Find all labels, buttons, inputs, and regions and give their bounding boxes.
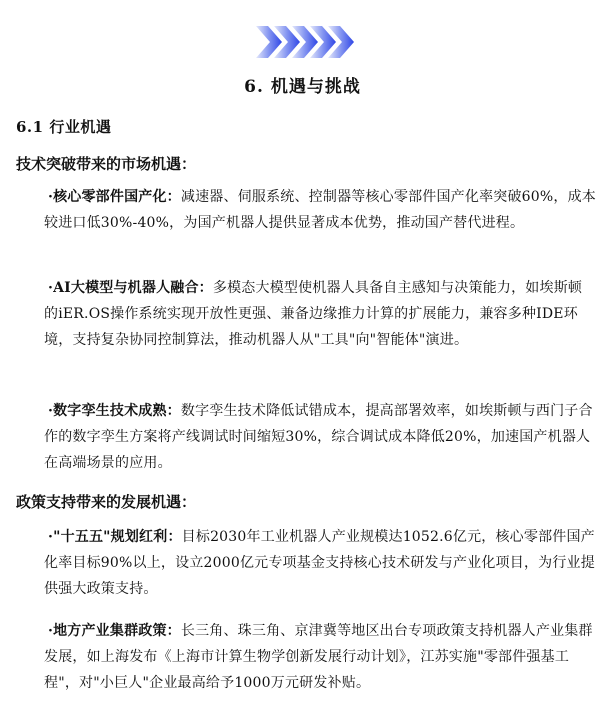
bullet-text: 多模态大模型使机器人具备自主感知与决策能力，如埃斯顿的iER.OS操作系统实现开放性更强、兼备边缘推力计算的扩展能力，兼容多种IDE环境，支持复杂协同控制算法，推动机器人从"工具"向"智能体"演进。 [44,280,583,348]
bullet-term: ·地方产业集群政策： [48,623,181,639]
section-title: 6. 机遇与挑战 [244,77,361,97]
bullet-term: ·AI大模型与机器人融合： [48,280,213,296]
bullet-text: 目标2030年工业机器人产业规模达1052.6亿元，核心零部件国产化率目标90%以上，设立2000亿元专项基金支持核心技术研发与产业化项目，为行业提供强大政策支持。 [44,529,595,597]
group-heading-policy: 政策支持带来的发展机遇： [16,493,197,511]
bullet-term: ·数字孪生技术成熟： [48,403,181,419]
group-heading-tech: 技术突破带来的市场机遇： [16,155,197,173]
bullet-term: ·核心零部件国产化： [48,189,181,205]
chevron-decoration-icon [256,22,356,62]
bullet-text: 长三角、珠三角、京津冀等地区出台专项政策支持机器人产业集群发展，如上海发布《上海市计算生物学创新发展行动计划》，江苏实施"零部件强基工程"，对"小巨人"企业最高给予1000万元研发补贴。 [44,623,593,691]
bullet-item-ai-models [44,275,596,353]
bullet-item-regional-clusters [44,618,596,696]
bullet-item-five-year-plan [44,524,596,602]
bullet-item-core-components [44,184,596,236]
subsection-title: 6.1 行业机遇 [16,118,112,136]
bullet-text: 减速器、伺服系统、控制器等核心零部件国产化率突破60%，成本较进口低30%-40%，为国产机器人提供显著成本优势，推动国产替代进程。 [44,189,596,231]
bullet-item-digital-twin [44,398,596,476]
bullet-term: ·"十五五"规划红利： [48,529,182,545]
bullet-text: 数字孪生技术降低试错成本，提高部署效率，如埃斯顿与西门子合作的数字孪生方案将产线调试时间缩短30%，综合调试成本降低20%，加速国产机器人在高端场景的应用。 [44,403,593,471]
